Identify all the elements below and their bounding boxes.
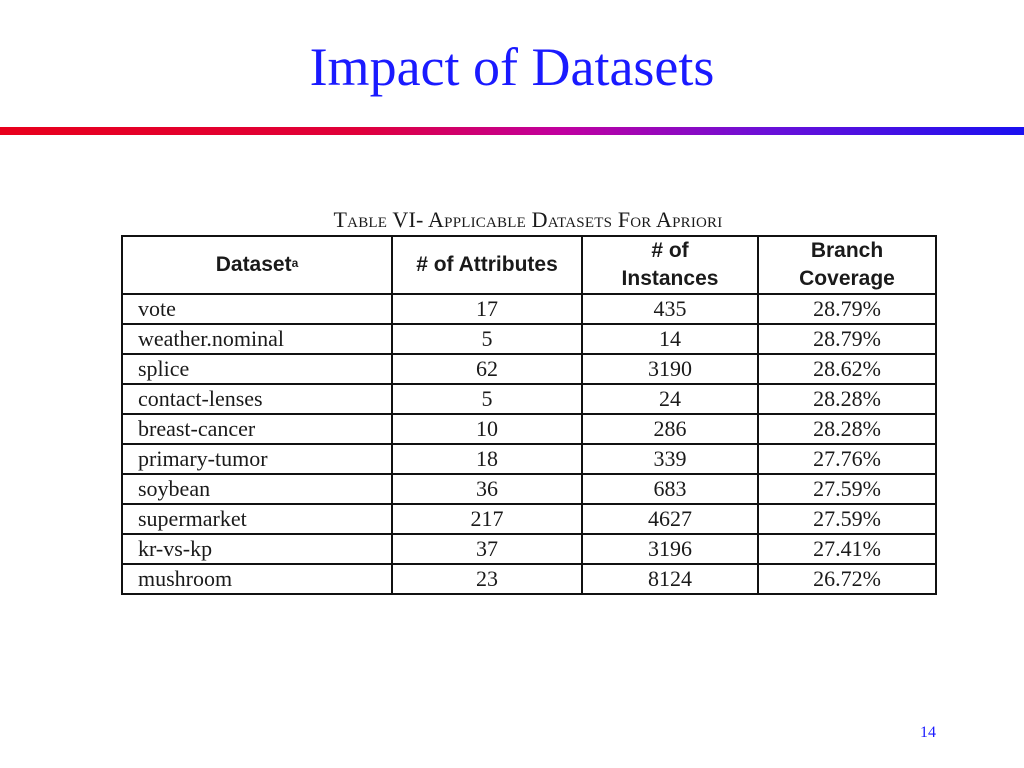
header-coverage <box>758 236 936 294</box>
page-number: 14 <box>920 724 936 741</box>
header-coverage-line1: Branch <box>810 239 884 262</box>
table-row <box>122 384 936 414</box>
datasets-table <box>121 235 937 595</box>
coverage-cell: 27.59% <box>758 474 936 504</box>
instances-cell: 24 <box>582 384 758 414</box>
table-header-row <box>122 236 936 294</box>
instances-cell: 286 <box>582 414 758 444</box>
dataset-cell: breast-cancer <box>122 414 392 444</box>
slide-title: Impact of Datasets <box>309 37 715 97</box>
header-dataset <box>122 236 392 294</box>
dataset-cell: soybean <box>122 474 392 504</box>
dataset-cell: splice <box>122 354 392 384</box>
attributes-cell: 62 <box>392 354 582 384</box>
coverage-cell: 28.62% <box>758 354 936 384</box>
table-row <box>122 294 936 324</box>
attributes-cell: 5 <box>392 324 582 354</box>
coverage-cell: 26.72% <box>758 564 936 594</box>
table-row <box>122 474 936 504</box>
table-caption: Table VI- Applicable Datasets For Apriori <box>333 207 723 232</box>
attributes-cell: 23 <box>392 564 582 594</box>
header-instances <box>582 236 758 294</box>
table-row <box>122 444 936 474</box>
instances-cell: 8124 <box>582 564 758 594</box>
dataset-cell: primary-tumor <box>122 444 392 474</box>
header-instances-line2: Instances <box>621 267 719 290</box>
dataset-cell: contact-lenses <box>122 384 392 414</box>
attributes-cell: 217 <box>392 504 582 534</box>
coverage-cell: 28.79% <box>758 294 936 324</box>
dataset-cell: vote <box>122 294 392 324</box>
coverage-cell: 28.28% <box>758 414 936 444</box>
attributes-cell: 36 <box>392 474 582 504</box>
title-divider <box>0 127 1024 135</box>
dataset-cell: weather.nominal <box>122 324 392 354</box>
instances-cell: 339 <box>582 444 758 474</box>
table-row <box>122 534 936 564</box>
table-row <box>122 414 936 444</box>
dataset-cell: supermarket <box>122 504 392 534</box>
table-row <box>122 504 936 534</box>
instances-cell: 3190 <box>582 354 758 384</box>
header-instances-line1: # of <box>651 239 689 262</box>
attributes-cell: 18 <box>392 444 582 474</box>
coverage-cell: 27.59% <box>758 504 936 534</box>
header-dataset-label: Dataset <box>215 253 292 276</box>
dataset-cell: mushroom <box>122 564 392 594</box>
coverage-cell: 27.76% <box>758 444 936 474</box>
header-dataset-superscript: a <box>291 256 299 270</box>
header-coverage-line2: Coverage <box>799 267 895 290</box>
instances-cell: 683 <box>582 474 758 504</box>
instances-cell: 14 <box>582 324 758 354</box>
attributes-cell: 5 <box>392 384 582 414</box>
table-row <box>122 354 936 384</box>
dataset-cell: kr-vs-kp <box>122 534 392 564</box>
table-row <box>122 324 936 354</box>
instances-cell: 3196 <box>582 534 758 564</box>
coverage-cell: 27.41% <box>758 534 936 564</box>
attributes-cell: 37 <box>392 534 582 564</box>
instances-cell: 435 <box>582 294 758 324</box>
coverage-cell: 28.28% <box>758 384 936 414</box>
attributes-cell: 10 <box>392 414 582 444</box>
attributes-cell: 17 <box>392 294 582 324</box>
coverage-cell: 28.79% <box>758 324 936 354</box>
header-attributes: # of Attributes <box>392 236 582 294</box>
instances-cell: 4627 <box>582 504 758 534</box>
table-row <box>122 564 936 594</box>
